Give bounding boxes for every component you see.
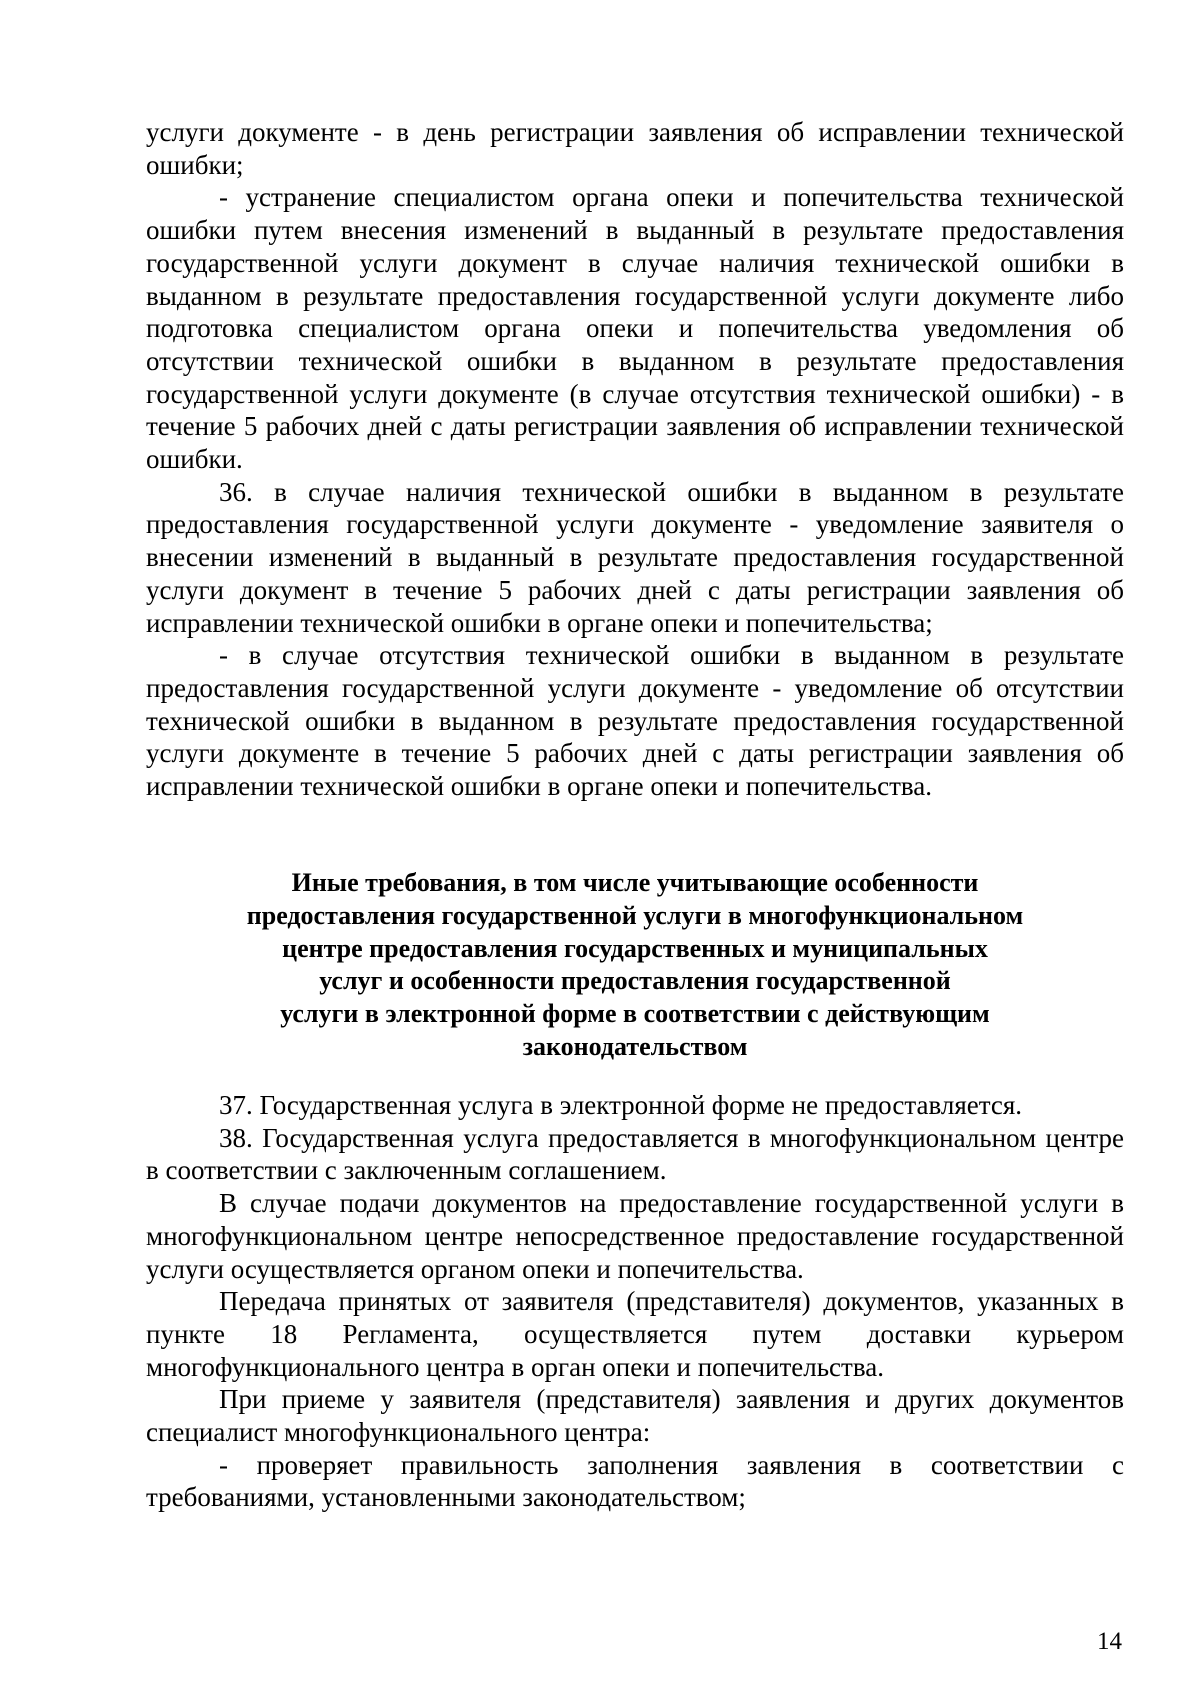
paragraph: Передача принятых от заявителя (представителя) документов, указанных в пункте 18 Регламента, осуществляется путем доставки курьером многофункционального центра в орган опеки и попечительства. (146, 1286, 1124, 1382)
body-text-top (146, 116, 1124, 803)
paragraph: 38. Государственная услуга предоставляется в многофункциональном центре в соответствии с заключенным соглашением. (146, 1122, 1124, 1186)
heading-line: законодательством (522, 1031, 748, 1061)
page-number: 14 (1097, 1628, 1122, 1655)
paragraph: 36. в случае наличия технической ошибки в выданном в результате предоставления государственной услуги документе - уведомление заявителя о внесении изменений в выданный в результате предоставления государственной услуги документ в течение 5 рабочих дней с даты регистрации заявления об исправлении технической ошибки в органе опеки и попечительства; (146, 476, 1124, 638)
heading-line: Иные требования, в том числе учитывающие особенности (291, 868, 979, 897)
paragraph: В случае подачи документов на предоставление государственной услуги в многофункциональном центре непосредственное предоставление государственной услуги осуществляется органом опеки и попечительства. (146, 1188, 1124, 1284)
body-text-bottom (146, 1089, 1124, 1514)
heading-line: центре предоставления государственных и муниципальных (282, 933, 988, 963)
heading-line: услуги в электронной форме в соответствии с действующим (280, 999, 990, 1029)
paragraph: - устранение специалистом органа опеки и попечительства технической ошибки путем внесения изменений в выданный в результате предоставления государственной услуги документ в случае наличия технической ошибки в выданном в результате предоставления государственной услуги документе либо подготовка специалистом органа опеки и попечительства уведомления об отсутствии технической ошибки в выданном в результате предоставления государственной услуги документе (в случае отсутствия технической ошибки) - в течение 5 рабочих дней с даты регистрации заявления об исправлении технической ошибки. (146, 182, 1124, 475)
section-heading (146, 867, 1124, 1064)
paragraph: При приеме у заявителя (представителя) заявления и других документов специалист многофункционального центра: (146, 1384, 1124, 1448)
paragraph: - в случае отсутствия технической ошибки в выданном в результате предоставления государственной услуги документе - уведомление об отсутствии технической ошибки в выданном в результате предоставления государственной услуги документе в течение 5 рабочих дней с даты регистрации заявления об исправлении технической ошибки в органе опеки и попечительства. (146, 640, 1124, 802)
paragraph: - проверяет правильность заполнения заявления в соответствии с требованиями, установленными законодательством; (146, 1449, 1124, 1513)
paragraph: 37. Государственная услуга в электронной форме не предоставляется. (219, 1090, 1022, 1120)
paragraph: услуги документе - в день регистрации заявления об исправлении технической ошибки; (146, 117, 1124, 180)
heading-line: услуг и особенности предоставления государственной (319, 966, 951, 996)
heading-line: предоставления государственной услуги в многофункциональном (246, 900, 1024, 930)
